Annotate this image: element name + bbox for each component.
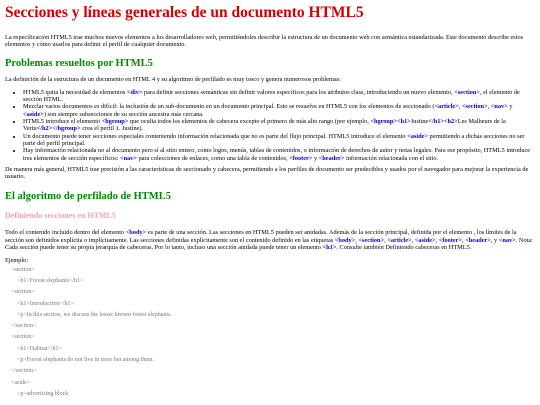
tag-code: <section> xyxy=(358,236,385,244)
tag-code: </h1><h2> xyxy=(428,118,458,126)
list-item: • HTML5 introduce el elemento <hgroup> que oculta todos los elementos de cabecera excepto el primero de más alto rango (por ejemplo, <hgroup><h1>Justine</h1><h2>Les Malheurs de la Vertu</h2></hgroup> crea el perfil 1. Justine). xyxy=(23,118,535,133)
tag-code: <aside> xyxy=(407,132,428,140)
tag-code: <section> xyxy=(454,88,480,96)
tag-code: <aside> xyxy=(414,236,436,244)
tag-code: <hgroup><h1> xyxy=(370,118,411,126)
tag-code: <aside> xyxy=(23,110,44,118)
subsection-heading-defining: Definiendo secciones en HTML5 xyxy=(5,211,116,221)
problems-list xyxy=(5,89,535,162)
defining-paragraph: Todo el contenido incluido dentro del elemento <body> es parte de una sección. Las secciones en HTML5 pueden ser anidadas. Además de la sección principal, definida por el elemento , los límites de la sección son definidos explícita o implícitamente. Las secciones definidas explícitamente son el contenido definido en las etiquetas <body>, <section>, <article>, <aside>, <footer>, <header>, y <nav>. Nota: Cada sección puede tener su propia jerarquía de cabeceras. Por lo tanto, incluso una sección anidada puede tener un elemento <h1>. Consulte también Definiendo cabeceras en HTML5. xyxy=(5,229,533,252)
section-heading-problems: Problemas resueltos por HTML5 xyxy=(5,57,153,69)
tag-code: <hgroup> xyxy=(101,118,129,126)
tag-code: <body> xyxy=(125,229,147,237)
code-line: </section> xyxy=(11,323,37,330)
code-line: <h1>Habitat</h1> xyxy=(17,345,62,352)
tag-code: <header> xyxy=(318,154,345,162)
tag-code: <footer> xyxy=(438,236,463,244)
code-line: <section> xyxy=(11,334,35,341)
code-line: <section> xyxy=(11,266,35,273)
code-line: <h1>Forest elephants</h1> xyxy=(17,277,84,284)
tag-code: <nav> xyxy=(120,154,138,162)
page-title: Secciones y líneas generales de un documento HTML5 xyxy=(5,4,364,21)
section-heading-algorithm: El algoritmo de perfilado de HTML5 xyxy=(5,191,171,203)
code-line: <p>advertising block xyxy=(17,390,69,397)
code-line: <section> xyxy=(11,289,35,296)
list-item: • Hay información relacionada no al documento pero sí al sitio entero, como logos, menús, tablas de contenidos, o información de derechos de autor y notas legales. Para ese propósito, HTML5 introduce tres elementos de sección específicos: <nav> para colecciones de enlaces, como una tabla de contenidos, <footer> y <header> información relacionada con el sitio. xyxy=(23,147,535,162)
code-line: <h1>Introduction</h1> xyxy=(17,300,74,307)
list-item: • HTML5 quita la necesidad de elementos <div> para definir secciones semánticas sin definir valores específicos para los atributos class, introduciendo un nuevo elemento, <section>, el elemento de sección HTML. xyxy=(23,89,535,104)
tag-code: <h1> xyxy=(322,244,337,252)
tag-code: <nav> xyxy=(490,103,508,111)
tag-code: <article> xyxy=(387,236,412,244)
code-line: <p>In this section, we discuss the lesser known forest elephants. xyxy=(17,311,172,318)
tag-code: <header> xyxy=(465,236,491,244)
intro-paragraph: La especificación HTML5 trae muchos nuevos elementos a los desarrolladores web, permitiéndoles describir la estructura de un documento web con semántica estandarizada. Este documento describe estos elementos y cómo usarlos para definir el perfil de cualquier documento. xyxy=(5,34,524,49)
tag-code: <nav> xyxy=(498,236,516,244)
code-line: </section> xyxy=(11,368,37,375)
code-line: <p>Forest elephants do not live in trees but among them. xyxy=(17,357,155,364)
tag-code: <div> xyxy=(126,88,143,96)
tag-code: <article> xyxy=(434,103,459,111)
example-label: Ejemplo: xyxy=(5,257,29,265)
tag-code: </h2></hgroup> xyxy=(36,125,81,133)
code-line: <aside> xyxy=(11,379,31,386)
list-item: • Un documento puede tener secciones especiales conteniendo información relacionada que no es parte del flujo principal. HTML5 introduce el elemento <aside> permitiendo a dichas secciones no ser parte del perfil principal. xyxy=(23,133,535,148)
tag-code: <footer> xyxy=(289,154,313,162)
tag-code: <section> xyxy=(461,103,488,111)
code-example xyxy=(5,265,535,401)
list-item: • Mezclar varios documentos es difícil: la inclusión de un sub-documento en un documento principal. Esto se resuelve en HTML5 con los elementos de seccionado (<article>, <section>, <nav> y <aside>) son siempre subsecciones de su sección ancestra más cercana. xyxy=(23,103,535,118)
tag-code: <body> xyxy=(334,236,356,244)
problems-closing: De manera más general, HTML5 trae precisión a las características de seccionado y cabecera, permitiendo a los perfiles de documento ser predecibles y usados por el navegador para mejorar la experiencia de usuario. xyxy=(5,165,529,181)
problems-lead: La definición de la estructura de un documento en HTML 4 y su algoritmo de perfilado es muy tosco y genera numerosos problemas: xyxy=(5,75,341,83)
